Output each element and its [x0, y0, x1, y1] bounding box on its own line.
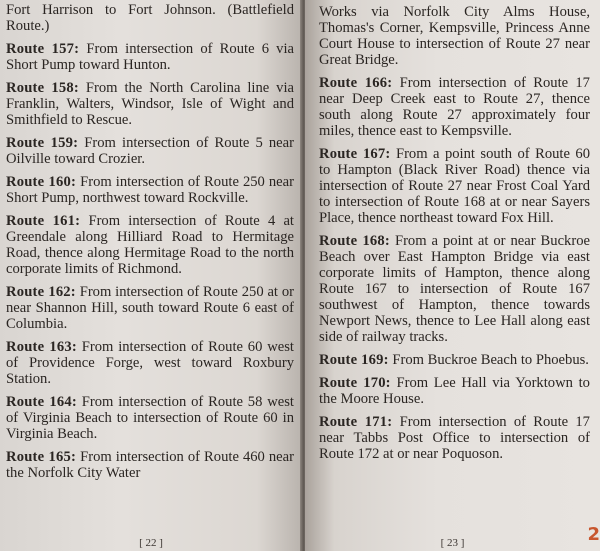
- route-label: Route 164:: [6, 394, 77, 410]
- route-entry: [6, 449, 294, 481]
- route-label: Route 170:: [319, 375, 391, 391]
- route-label: Route 165:: [6, 449, 77, 465]
- route-entry: [6, 174, 294, 206]
- route-description: From intersection of Route 250 at or near Shannon Hill, south toward Route 6 east of Columbia.: [6, 284, 294, 332]
- route-description: From a point south of Route 60 to Hampton (Black River Road) thence via intersection of Route 27 near Frost Coal Yard to intersection of Route 168 at or near Sayers Place, thence northeast toward Fox Hill.: [319, 146, 590, 226]
- route-description: From intersection of Route 58 west of Virginia Beach to intersection of Route 60 in Virginia Beach.: [6, 394, 294, 442]
- route-entry: [319, 233, 590, 345]
- route-entry: [6, 41, 294, 73]
- route-label: Route 161:: [6, 213, 81, 229]
- route-label: Route 162:: [6, 284, 76, 300]
- route-description: From intersection of Route 4 at Greendale along Hilliard Road to Hermitage Road, thence along Hermitage Road to the north corporate limits of Richmond.: [6, 213, 294, 277]
- page-number: [ 23 ]: [440, 537, 465, 549]
- route-description: From Lee Hall via Yorktown to the Moore House.: [319, 375, 590, 407]
- route-entry: [6, 135, 294, 167]
- route-entry: [319, 414, 590, 462]
- route-description: From Buckroe Beach to Phoebus.: [392, 352, 589, 368]
- route-entry: [6, 80, 294, 128]
- right-page: [305, 0, 600, 551]
- route-entry: [6, 284, 294, 332]
- corner-mark: 2: [587, 524, 600, 545]
- route-entry: [6, 213, 294, 277]
- route-label: Route 167:: [319, 146, 391, 162]
- route-entry: [6, 394, 294, 442]
- route-entry: [319, 352, 590, 368]
- route-label: Route 169:: [319, 352, 389, 368]
- route-entry: [319, 75, 590, 139]
- route-description: From intersection of Route 17 near Deep Creek east to Route 27, thence south along Route 27 approximately four miles, thence east to Kempsville.: [319, 75, 590, 139]
- route-description: From a point at or near Buckroe Beach over East Hampton Bridge via east corporate limits of Hampton, thence along Route 167 to intersection of Route 167 southwest of Hampton, thence towards Newport News, thence to Lee Hall along east side of railway tracks.: [319, 233, 590, 345]
- route-description: From intersection of Route 250 near Short Pump, northwest toward Rockville.: [6, 174, 294, 206]
- route-entry: [319, 375, 590, 407]
- route-description: From intersection of Route 6 via Short Pump toward Hunton.: [6, 41, 294, 73]
- route-label: Route 168:: [319, 233, 390, 249]
- route-label: Route 171:: [319, 414, 393, 430]
- route-label: Route 159:: [6, 135, 79, 151]
- route-label: Route 160:: [6, 174, 77, 190]
- left-lead-text: Fort Harrison to Fort Johnson. (Battlefield Route.): [6, 2, 294, 34]
- route-description: From intersection of Route 460 near the Norfolk City Water: [6, 449, 294, 481]
- route-label: Route 166:: [319, 75, 393, 91]
- route-description: From intersection of Route 60 west of Providence Forge, west toward Roxbury Station.: [6, 339, 294, 387]
- route-description: From the North Carolina line via Franklin, Walters, Windsor, Isle of Wight and Smithfield to Rescue.: [6, 80, 294, 128]
- route-entry: [6, 339, 294, 387]
- route-description: From intersection of Route 5 near Oilville toward Crozier.: [6, 135, 294, 167]
- right-lead-text: Works via Norfolk City Alms House, Thomas's Corner, Kempsville, Princess Anne Court House to intersection of Route 27 near Great Bridge.: [319, 4, 590, 68]
- page-number: [ 22 ]: [139, 537, 163, 549]
- route-label: Route 157:: [6, 41, 80, 57]
- route-entry: [319, 146, 590, 226]
- route-label: Route 158:: [6, 80, 79, 96]
- route-description: From intersection of Route 17 near Tabbs Post Office to intersection of Route 172 at or near Poquoson.: [319, 414, 590, 462]
- route-label: Route 163:: [6, 339, 77, 355]
